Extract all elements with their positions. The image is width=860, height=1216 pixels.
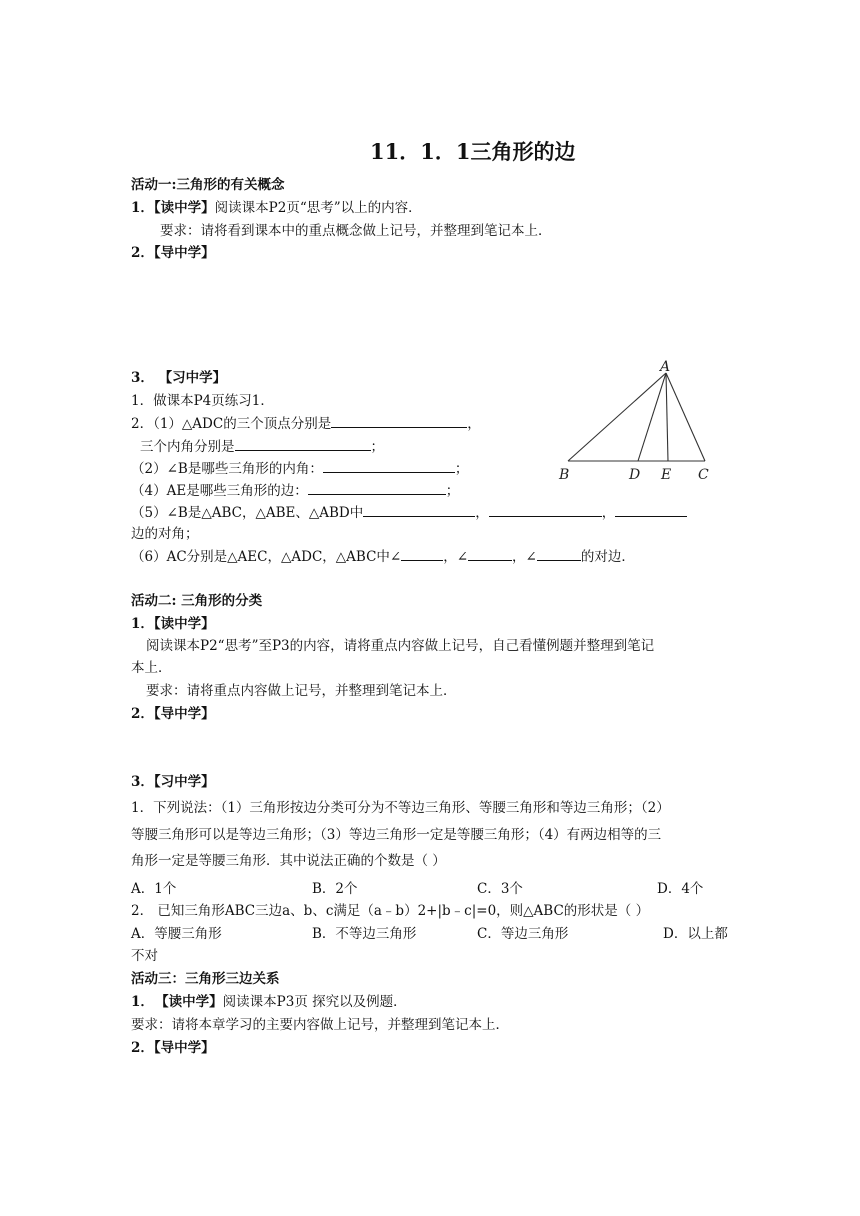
a1-p2b <box>140 437 384 456</box>
p2f-text: （6）AC分别是△AEC，△ADC，△ABC中∠ <box>131 549 402 565</box>
a2-q2-option-c[interactable]: C．等边三角形 <box>477 926 569 942</box>
a2-q2-option-d[interactable]: D．以上都 <box>663 926 728 942</box>
a1-p2e-cont: 边的对角； <box>131 526 199 542</box>
p2e-punct-2: ， <box>601 505 616 521</box>
p2f-text-3: ，∠ <box>512 549 537 565</box>
a2-q1-line1: 1．下列说法：（1）三角形按边分类可分为不等边三角形、等腰三角形和等边三角形；（2） <box>131 800 670 816</box>
p2f-text-2: ，∠ <box>443 549 469 565</box>
label-d: D <box>629 467 641 483</box>
a2-q2-option-b[interactable]: B．不等边三角形 <box>312 926 417 942</box>
label-c: C <box>698 467 709 483</box>
blank-side-ae[interactable] <box>308 481 446 495</box>
side-ac <box>666 373 705 461</box>
p2f-text-4: 的对边． <box>580 549 635 565</box>
blank-angle-3[interactable] <box>537 547 581 561</box>
a1-read-requirement: 要求：请将看到课本中的重点概念做上记号，并整理到笔记本上． <box>160 223 552 239</box>
p2a-punct: ， <box>467 416 481 432</box>
p2b-text: 三个内角分别是 <box>140 439 235 455</box>
activity1-heading: 活动一:三角形的有关概念 <box>131 177 285 193</box>
a3-read-line <box>131 993 407 1011</box>
blank-angle-2[interactable] <box>468 547 512 561</box>
p2e-text: （5）∠B是△ABC，△ABE、△ABD中 <box>131 505 364 521</box>
a1-p2a <box>131 414 481 433</box>
p2d-text: （4）AE是哪些三角形的边： <box>131 483 308 499</box>
p2c-text: （2）∠B是哪些三角形的内角： <box>131 461 323 477</box>
p2c-punct: ； <box>454 461 469 477</box>
a2-practice: 3．【习中学】 <box>131 774 215 790</box>
a2-read-text-2: 本上． <box>131 660 172 676</box>
a1-read-text: 阅读课本P2页“思考”以上的内容． <box>214 200 422 216</box>
a2-q1-option-c[interactable]: C．3个 <box>477 881 523 897</box>
a2-read-requirement: 要求：请将重点内容做上记号，并整理到笔记本上． <box>146 683 457 699</box>
triangle-figure <box>550 356 730 486</box>
blank-angle-b[interactable] <box>323 459 455 473</box>
a1-practice: 3． 【习中学】 <box>131 370 227 386</box>
a1-read-tag: 【读中学】 <box>153 200 215 216</box>
label-e: E <box>661 467 672 483</box>
a2-q1-option-d[interactable]: D．4个 <box>657 881 704 897</box>
p2d-punct: ； <box>445 483 460 499</box>
a2-q1-line2: 等腰三角形可以是等边三角形；（3）等边三角形一定是等腰三角形；（4）有两边相等的三 <box>131 827 662 843</box>
page-title: 11．1．1三角形的边 <box>370 139 576 164</box>
blank-vertices[interactable] <box>331 414 467 428</box>
a2-q2-option-a[interactable]: A．等腰三角形 <box>131 926 222 942</box>
a3-guide: 2．【导中学】 <box>131 1040 215 1056</box>
a2-q1-option-a[interactable]: A．1个 <box>131 881 177 897</box>
a1-p2e <box>131 503 687 522</box>
a2-q2: 2． 已知三角形ABC三边a、b、c满足（a﹣b）2+|b﹣c|=0，则△ABC的形状是（ ） <box>131 903 650 919</box>
a1-guide: 2．【导中学】 <box>131 245 215 261</box>
a3-read-num: 1． <box>131 994 154 1010</box>
a2-q1-line3: 角形一定是等腰三角形．其中说法正确的个数是（ ） <box>131 853 446 869</box>
label-b: B <box>559 467 570 483</box>
p2a-text: 2．（1）△ADC的三个顶点分别是 <box>131 416 332 432</box>
a2-read-text-1: 阅读课本P2“思考”至P3的内容，请将重点内容做上记号，自己看懂例题并整理到笔记 <box>146 638 655 654</box>
a2-read: 1．【读中学】 <box>131 616 215 632</box>
blank-opp-3[interactable] <box>615 503 687 517</box>
label-a: A <box>660 359 671 375</box>
a2-q1-option-b[interactable]: B．2个 <box>312 881 358 897</box>
a3-read-tag: 【读中学】 <box>161 994 223 1010</box>
activity3-heading: 活动三：三角形三边关系 <box>131 971 280 987</box>
a1-p2d <box>131 481 459 500</box>
a1-read-line <box>131 199 422 217</box>
p2b-punct: ； <box>370 439 384 455</box>
blank-opp-2[interactable] <box>489 503 602 517</box>
a1-read-num: 1． <box>131 200 154 216</box>
a1-p2f <box>131 547 635 566</box>
a1-p2c <box>131 459 468 478</box>
a1-p1: 1．做课本P4页练习1． <box>131 393 274 409</box>
blank-angles[interactable] <box>235 437 371 451</box>
p2e-punct-1: ， <box>475 505 489 521</box>
a2-guide: 2．【导中学】 <box>131 706 215 722</box>
a3-read-requirement: 要求：请将本章学习的主要内容做上记号，并整理到笔记本上． <box>131 1017 509 1033</box>
a2-q2-option-d-cont: 不对 <box>131 948 158 964</box>
side-ab <box>568 373 666 461</box>
blank-opp-1[interactable] <box>363 503 475 517</box>
segment-ae <box>666 373 668 461</box>
a3-read-text: 阅读课本P3页 探究以及例题． <box>222 994 407 1010</box>
activity2-heading: 活动二: 三角形的分类 <box>131 593 263 609</box>
blank-angle-1[interactable] <box>401 547 443 561</box>
